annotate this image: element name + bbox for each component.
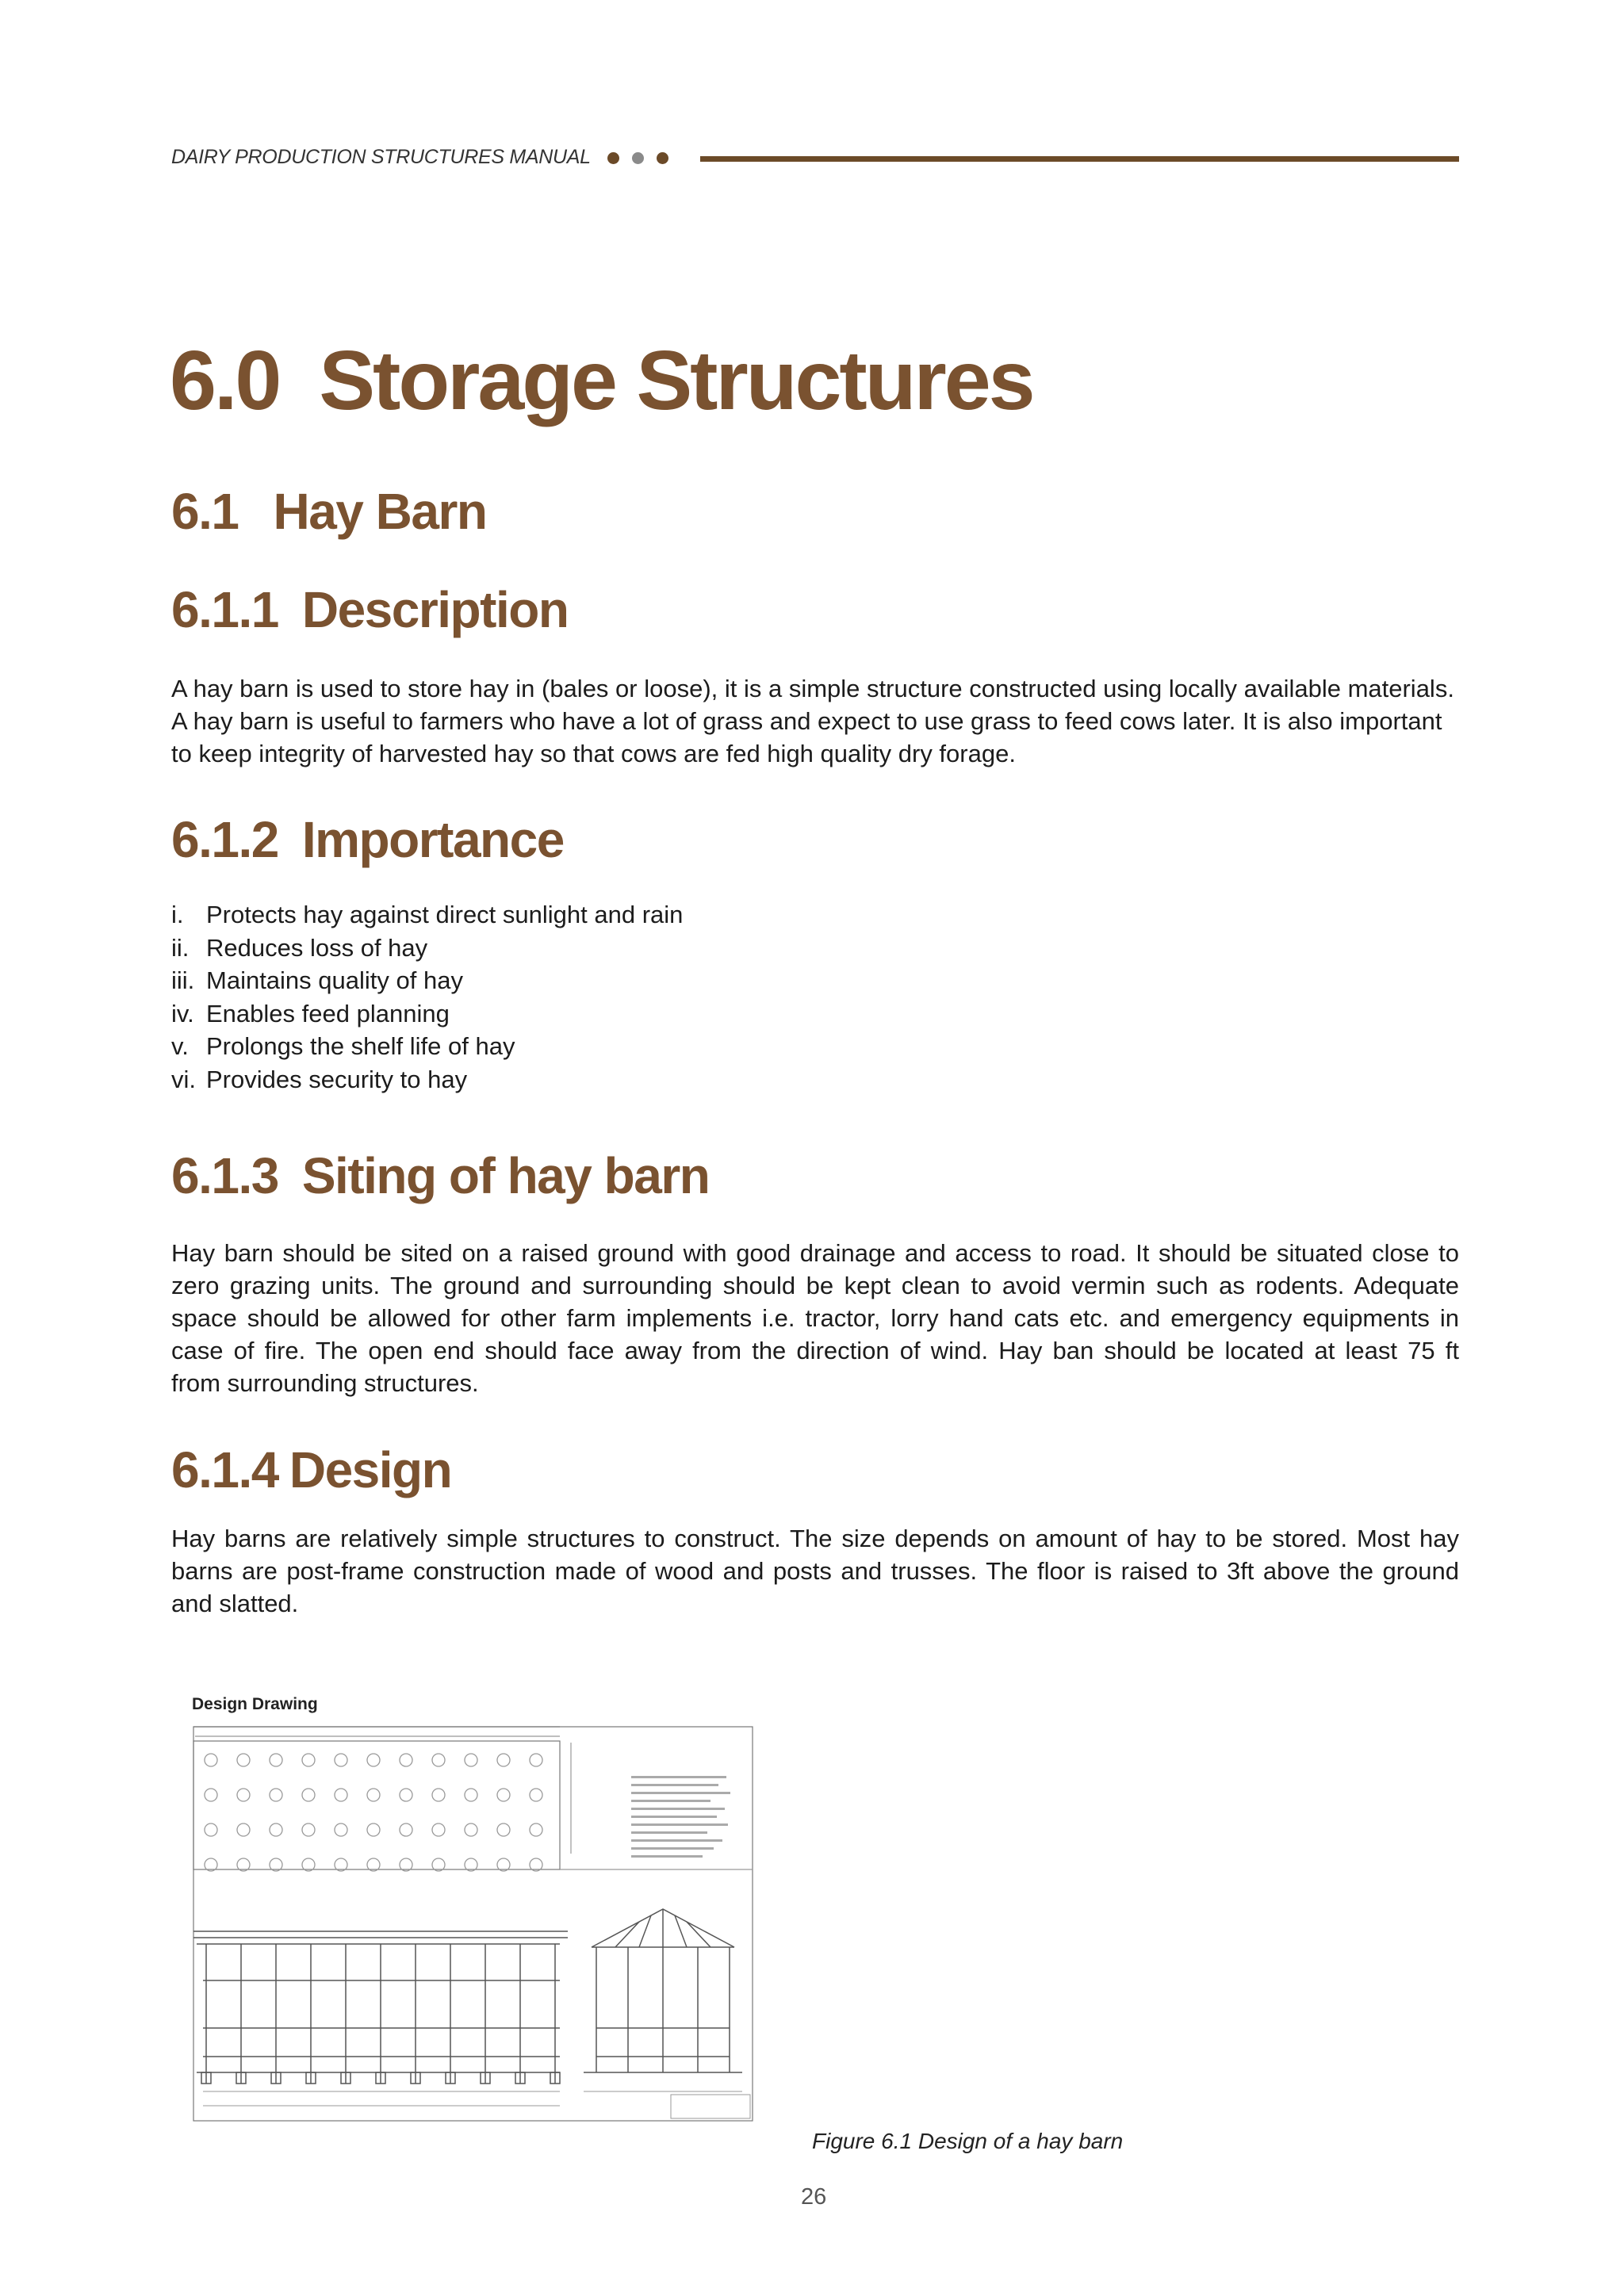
text-line: Hay barns are relatively simple structures to construct. The size depends on amount of hay to be stored. Most hay xyxy=(171,1525,1459,1552)
text-line: A hay barn is used to store hay in (bales or loose), it is a simple structure constructed using locally available materials. xyxy=(171,675,1454,702)
post-marker xyxy=(465,1789,477,1801)
post-marker xyxy=(270,1823,282,1836)
list-marker: v. xyxy=(171,1032,189,1060)
chapter-heading xyxy=(170,333,1033,429)
post-marker xyxy=(237,1754,250,1766)
post-marker xyxy=(465,1754,477,1766)
siting-heading xyxy=(171,1146,709,1205)
siting-number: 6.1.3 xyxy=(171,1147,278,1204)
chapter-number: 6.0 xyxy=(170,334,280,427)
list-item xyxy=(171,932,683,965)
header-dot-icon xyxy=(657,152,668,164)
design-title: Design xyxy=(289,1441,452,1498)
section-heading xyxy=(171,482,486,541)
header-dot-icon xyxy=(607,152,619,164)
list-item xyxy=(171,997,683,1031)
text-line: barns are post-frame construction made of wood and posts and trusses. The floor is raised to 3ft above the ground xyxy=(171,1557,1459,1585)
post-marker xyxy=(335,1789,347,1801)
list-text: Maintains quality of hay xyxy=(206,966,463,994)
list-text: Reduces loss of hay xyxy=(206,933,428,962)
post-marker xyxy=(432,1823,445,1836)
design-drawing-figure xyxy=(187,1695,755,2134)
list-marker: ii. xyxy=(171,933,190,962)
list-text: Protects hay against direct sunlight and rain xyxy=(206,901,684,928)
description-heading xyxy=(171,580,568,639)
text-line: A hay barn is useful to farmers who have a lot of grass and expect to use grass to feed cows later. It is also important xyxy=(171,707,1442,735)
text-line: Hay barn should be sited on a raised ground with good drainage and access to road. It should be situated close to xyxy=(171,1239,1459,1267)
post-marker xyxy=(432,1754,445,1766)
list-text: Enables feed planning xyxy=(206,999,450,1027)
post-marker xyxy=(270,1789,282,1801)
design-paragraph xyxy=(171,1522,1459,1620)
text-line: zero grazing units. The ground and surrounding should be kept clean to avoid vermin such as rodents. Adequate xyxy=(171,1272,1459,1299)
post-marker xyxy=(237,1823,250,1836)
list-item xyxy=(171,964,683,997)
post-marker xyxy=(497,1754,510,1766)
post-marker xyxy=(270,1754,282,1766)
post-marker xyxy=(367,1754,380,1766)
post-marker xyxy=(302,1754,315,1766)
page-number: 26 xyxy=(801,2184,827,2210)
text-line: case of fire. The open end should face away from the direction of wind. Hay ban should be located at least 75 ft xyxy=(171,1337,1459,1364)
running-header xyxy=(171,146,1459,178)
list-text: Prolongs the shelf life of hay xyxy=(206,1032,515,1060)
text-line: and slatted. xyxy=(171,1590,299,1617)
post-marker xyxy=(530,1789,542,1801)
post-marker xyxy=(497,1823,510,1836)
importance-title: Importance xyxy=(301,811,564,868)
design-heading xyxy=(171,1441,451,1499)
importance-number: 6.1.2 xyxy=(171,811,278,868)
hay-barn-drawing xyxy=(187,1695,755,2134)
post-marker xyxy=(400,1823,412,1836)
post-marker xyxy=(497,1789,510,1801)
list-marker: iv. xyxy=(171,999,194,1027)
list-item xyxy=(171,1030,683,1063)
siting-title: Siting of hay barn xyxy=(301,1147,710,1204)
description-number: 6.1.1 xyxy=(171,581,278,638)
text-line: from surrounding structures. xyxy=(171,1369,479,1397)
post-marker xyxy=(302,1823,315,1836)
header-dot-icon xyxy=(632,152,644,164)
post-marker xyxy=(205,1789,217,1801)
post-marker xyxy=(400,1789,412,1801)
post-marker xyxy=(465,1823,477,1836)
list-text: Provides security to hay xyxy=(206,1065,468,1093)
importance-heading xyxy=(171,810,564,869)
figure-title: Design Drawing xyxy=(192,1695,318,1713)
post-marker xyxy=(400,1754,412,1766)
list-marker: i. xyxy=(171,901,184,928)
post-marker xyxy=(205,1754,217,1766)
post-marker xyxy=(367,1789,380,1801)
section-title: Hay Barn xyxy=(273,483,487,540)
list-item xyxy=(171,898,683,932)
post-marker xyxy=(432,1789,445,1801)
post-marker xyxy=(530,1823,542,1836)
post-marker xyxy=(302,1789,315,1801)
list-marker: vi. xyxy=(171,1065,196,1093)
description-title: Description xyxy=(301,581,569,638)
description-paragraph xyxy=(171,672,1459,770)
post-marker xyxy=(367,1823,380,1836)
post-marker xyxy=(335,1754,347,1766)
figure-caption: Figure 6.1 Design of a hay barn xyxy=(812,2129,1124,2153)
header-rule xyxy=(700,156,1459,162)
design-number: 6.1.4 xyxy=(171,1441,278,1498)
section-number: 6.1 xyxy=(171,483,239,540)
text-line: space should be allowed for other farm implements i.e. tractor, lorry hand cats etc. and emergency equipments in xyxy=(171,1304,1459,1332)
post-marker xyxy=(530,1754,542,1766)
post-marker xyxy=(237,1789,250,1801)
importance-list xyxy=(171,898,683,1096)
list-marker: iii. xyxy=(171,966,195,994)
post-marker xyxy=(335,1823,347,1836)
chapter-title: Storage Structures xyxy=(319,334,1033,427)
header-title: DAIRY PRODUCTION STRUCTURES MANUAL xyxy=(171,146,591,168)
text-line: to keep integrity of harvested hay so that cows are fed high quality dry forage. xyxy=(171,740,1016,767)
siting-paragraph xyxy=(171,1237,1459,1399)
post-marker xyxy=(205,1823,217,1836)
list-item xyxy=(171,1063,683,1096)
